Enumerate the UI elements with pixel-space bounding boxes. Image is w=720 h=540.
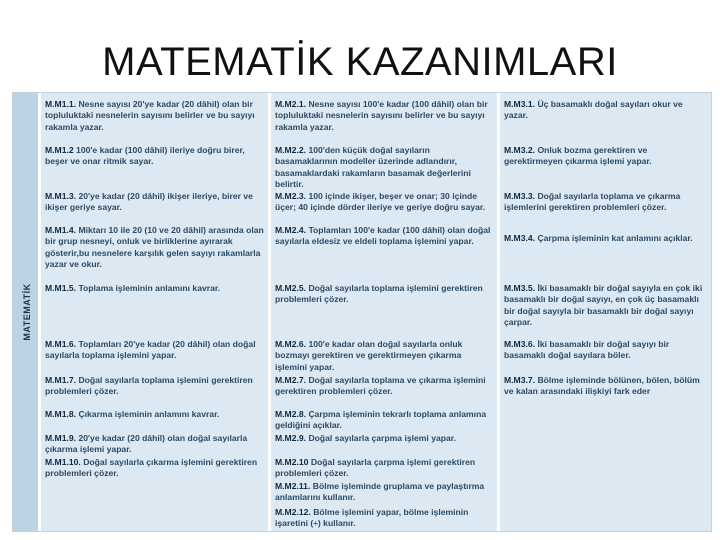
outcome-item <box>45 225 265 271</box>
outcome-item <box>45 339 265 362</box>
slide-title: MATEMATİK KAZANIMLARI <box>102 40 618 84</box>
subject-column <box>13 93 41 531</box>
outcome-text: İki basamaklı bir doğal sayıyla en çok iki basamaklı bir doğal sayıyı, en çok üç basamaklı bir doğal sayıyla bir basamaklı bir doğal sayıyı çarpar. <box>504 283 703 328</box>
outcome-code: M.M3.4. <box>504 233 536 243</box>
outcome-item <box>275 375 494 398</box>
outcome-text: 100'e kadar (100 dâhil) ileriye doğru birer, beşer ve onar ritmik sayar. <box>45 145 245 167</box>
outcome-item <box>45 433 265 456</box>
outcome-item <box>504 99 708 122</box>
outcome-text: Doğal sayılarla toplama işlemini gerektiren problemleri çözer. <box>275 283 483 305</box>
outcome-item <box>275 409 494 432</box>
outcome-item <box>504 145 708 168</box>
outcome-code: M.M2.3. <box>275 191 307 201</box>
outcome-code: M.M2.2. <box>275 145 307 155</box>
outcome-item <box>275 339 494 373</box>
subject-label: MATEMATİK <box>22 283 32 341</box>
outcome-item <box>45 283 265 294</box>
outcome-item <box>504 339 708 362</box>
outcome-text: Doğal sayılarla toplama işlemini gerektiren problemleri çözer. <box>45 375 253 397</box>
outcome-code: M.M3.3. <box>504 191 536 201</box>
outcome-text: Doğal sayılarla çarpma işlemi gerektiren problemleri çözer. <box>275 457 476 479</box>
outcome-item <box>45 99 265 133</box>
outcome-code: M.M2.5. <box>275 283 307 293</box>
outcome-code: M.M1.7. <box>45 375 77 385</box>
outcome-item <box>504 375 708 398</box>
outcome-code: M.M3.2. <box>504 145 536 155</box>
outcome-code: M.M3.7. <box>504 375 536 385</box>
outcome-item <box>504 283 708 329</box>
outcome-code: M.M1.1. <box>45 99 77 109</box>
outcome-code: M.M2.8. <box>275 409 307 419</box>
outcome-item <box>275 99 494 133</box>
outcome-text: Doğal sayılarla çarpma işlemi yapar. <box>308 433 457 443</box>
outcome-code: M.M2.4. <box>275 225 307 235</box>
outcome-item <box>45 375 265 398</box>
outcome-text: Doğal sayılarla toplama ve çıkarma işlemini gerektiren problemleri çözer. <box>275 375 486 397</box>
outcome-code: M.M1.5. <box>45 283 77 293</box>
outcome-text: Nesne sayısı 20'ye kadar (20 dâhil) olan bir topluluktaki nesnelerin sayısını belirler ve bu sayıyı rakamla yazar. <box>45 99 255 132</box>
outcome-code: M.M2.6. <box>275 339 307 349</box>
outcome-text: Toplama işleminin anlamını kavrar. <box>78 283 221 293</box>
outcome-code: M.M2.12. <box>275 507 311 517</box>
outcome-text: Bölme işlemini yapar, bölme işleminin işaretini (÷) kullanır. <box>275 507 469 529</box>
outcome-item <box>45 145 265 168</box>
outcome-text: Doğal sayılarla toplama ve çıkarma işlemlerini gerektiren problemleri çözer. <box>504 191 681 213</box>
outcome-item <box>504 191 708 214</box>
outcomes-table <box>12 92 712 532</box>
outcome-text: Çarpma işleminin tekrarlı toplama anlamına geldiğini açıklar. <box>275 409 487 431</box>
outcome-text: İki basamaklı bir doğal sayıyı bir basamaklı doğal sayılara böler. <box>504 339 670 361</box>
outcome-code: M.M1.9. <box>45 433 77 443</box>
outcome-item <box>275 457 494 480</box>
outcome-code: M.M2.9. <box>275 433 307 443</box>
grade-1-column <box>41 93 271 531</box>
outcome-item <box>275 283 494 306</box>
outcome-code: M.M1.6. <box>45 339 77 349</box>
outcome-text: Toplamları 20'ye kadar (20 dâhil) olan doğal sayılarla toplama işlemini yapar. <box>45 339 256 361</box>
outcome-item <box>275 481 494 504</box>
outcome-code: M.M3.6. <box>504 339 536 349</box>
outcome-code: M.M2.10 <box>275 457 309 467</box>
outcome-code: M.M1.8. <box>45 409 77 419</box>
outcome-text: Üç basamaklı doğal sayıları okur ve yazar. <box>504 99 683 121</box>
outcome-item <box>45 457 265 480</box>
outcome-item <box>275 145 494 191</box>
outcome-text: 100 içinde ikişer, beşer ve onar; 30 içinde üçer; 40 içinde dörder ileriye ve geriye doğru sayar. <box>275 191 486 213</box>
outcome-item <box>275 433 494 444</box>
outcome-text: Toplamları 100'e kadar (100 dâhil) olan doğal sayılarla eldesiz ve eldeli toplama işlemini yapar. <box>275 225 491 247</box>
outcome-text: Nesne sayısı 100'e kadar (100 dâhil) olan bir topluluktaki nesnelerin sayısını belirler ve bu sayıyı rakamla yazar. <box>275 99 488 132</box>
outcome-item <box>45 409 265 420</box>
outcome-code: M.M2.7. <box>275 375 307 385</box>
outcome-code: M.M2.11. <box>275 481 311 491</box>
outcome-item <box>275 225 494 248</box>
outcome-text: 20'ye kadar (20 dâhil) ikişer ileriye, birer ve ikişer geriye sayar. <box>45 191 253 213</box>
outcome-text: 100'den küçük doğal sayıların basamaklarının modeller üzerinde adlandırır, basamaklardaki rakamların basamak değerlerini belirtir. <box>275 145 471 190</box>
outcome-code: M.M3.1. <box>504 99 536 109</box>
outcome-text: Doğal sayılarla çıkarma işlemini gerektiren problemleri çözer. <box>45 457 258 479</box>
outcome-code: M.M1.4. <box>45 225 77 235</box>
outcome-text: 100'e kadar olan doğal sayılarla onluk bozmayı gerektiren ve gerektirmeyen çıkarma işlemini yapar. <box>275 339 463 372</box>
outcome-text: Çarpma işleminin kat anlamını açıklar. <box>537 233 693 243</box>
outcome-text: 20'ye kadar (20 dâhil) olan doğal sayılarla çıkarma işlemi yapar. <box>45 433 248 455</box>
outcome-code: M.M1.10. <box>45 457 81 467</box>
grade-3-column <box>500 93 711 531</box>
grade-2-column <box>271 93 500 531</box>
outcome-code: M.M1.3. <box>45 191 77 201</box>
outcome-text: Onluk bozma gerektiren ve gerektirmeyen çıkarma işlemi yapar. <box>504 145 652 167</box>
outcome-code: M.M3.5. <box>504 283 536 293</box>
outcome-text: Bölme işleminde gruplama ve paylaştırma anlamlarını kullanır. <box>275 481 485 503</box>
outcome-text: Miktarı 10 ile 20 (10 ve 20 dâhil) arasında olan bir grup nesneyi, onluk ve birliklerine ayırarak gösterir,bu nesnelere karşılık gelen sayıyı rakamlarla yazar ve okur. <box>45 225 264 270</box>
outcome-code: M.M2.1. <box>275 99 307 109</box>
outcome-text: Çıkarma işleminin anlamını kavrar. <box>78 409 220 419</box>
outcome-item <box>275 507 494 530</box>
outcome-item <box>504 233 708 244</box>
outcome-code: M.M1.2 <box>45 145 74 155</box>
outcome-item <box>275 191 494 214</box>
outcome-item <box>45 191 265 214</box>
outcome-text: Bölme işleminde bölünen, bölen, bölüm ve kalan arasındaki ilişkiyi fark eder <box>504 375 700 397</box>
